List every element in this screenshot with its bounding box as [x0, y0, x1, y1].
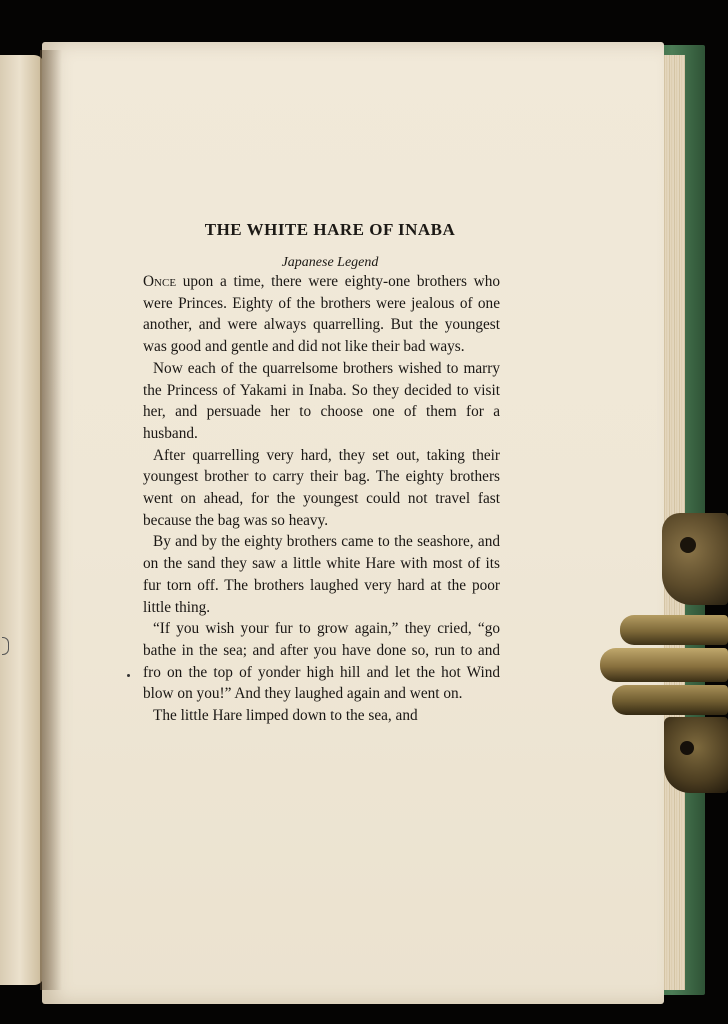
paragraph [143, 271, 500, 358]
clasp-bar [600, 648, 728, 682]
story-subtitle: Japanese Legend [281, 255, 379, 270]
gutter-shadow [40, 50, 62, 990]
paragraph: Now each of the quarrelsome brothers wished to marry the Princess of Yakami in Inaba. So they decided to visit her, and persuade her to choose one of them for a husband. [143, 359, 500, 442]
story-title: THE WHITE HARE OF INABA [204, 220, 456, 239]
clasp-bar [612, 685, 728, 715]
ink-speck [127, 674, 130, 677]
paragraph-text: upon a time, there were eighty-one brothers who were Princes. Eighty of the brothers were jealous of one another, and were always quarrelling. But the youngest was good and gentle and did not like their bad ways. [143, 273, 500, 356]
brass-clasp [600, 505, 728, 795]
left-page [0, 55, 44, 985]
clasp-rivet-hole [680, 741, 694, 755]
paragraph: After quarrelling very hard, they set out, taking their youngest brother to carry their bag. The eighty brothers went on ahead, for the youngest could not travel fast because the bag was so heavy. [143, 446, 500, 529]
clasp-rivet-hole [680, 537, 696, 553]
clasp-bottom-plate [664, 717, 728, 793]
paragraph: “If you wish your fur to grow again,” they cried, “go bathe in the sea; and after you have done so, run to and fro on the top of yonder high hill and let the hot Wind blow on you!” And they laughed again and went on. [143, 620, 500, 703]
left-page-mark [2, 637, 9, 655]
clasp-bar [620, 615, 728, 645]
lead-word: Once [143, 273, 177, 290]
clasp-top-plate [662, 513, 728, 605]
paragraph: The little Hare limped down to the sea, and [153, 707, 418, 725]
paragraph: By and by the eighty brothers came to the seashore, and on the sand they saw a little white Hare with most of its fur torn off. The brothers laughed very hard at the poor little thing. [143, 533, 500, 616]
story-body [143, 271, 500, 727]
